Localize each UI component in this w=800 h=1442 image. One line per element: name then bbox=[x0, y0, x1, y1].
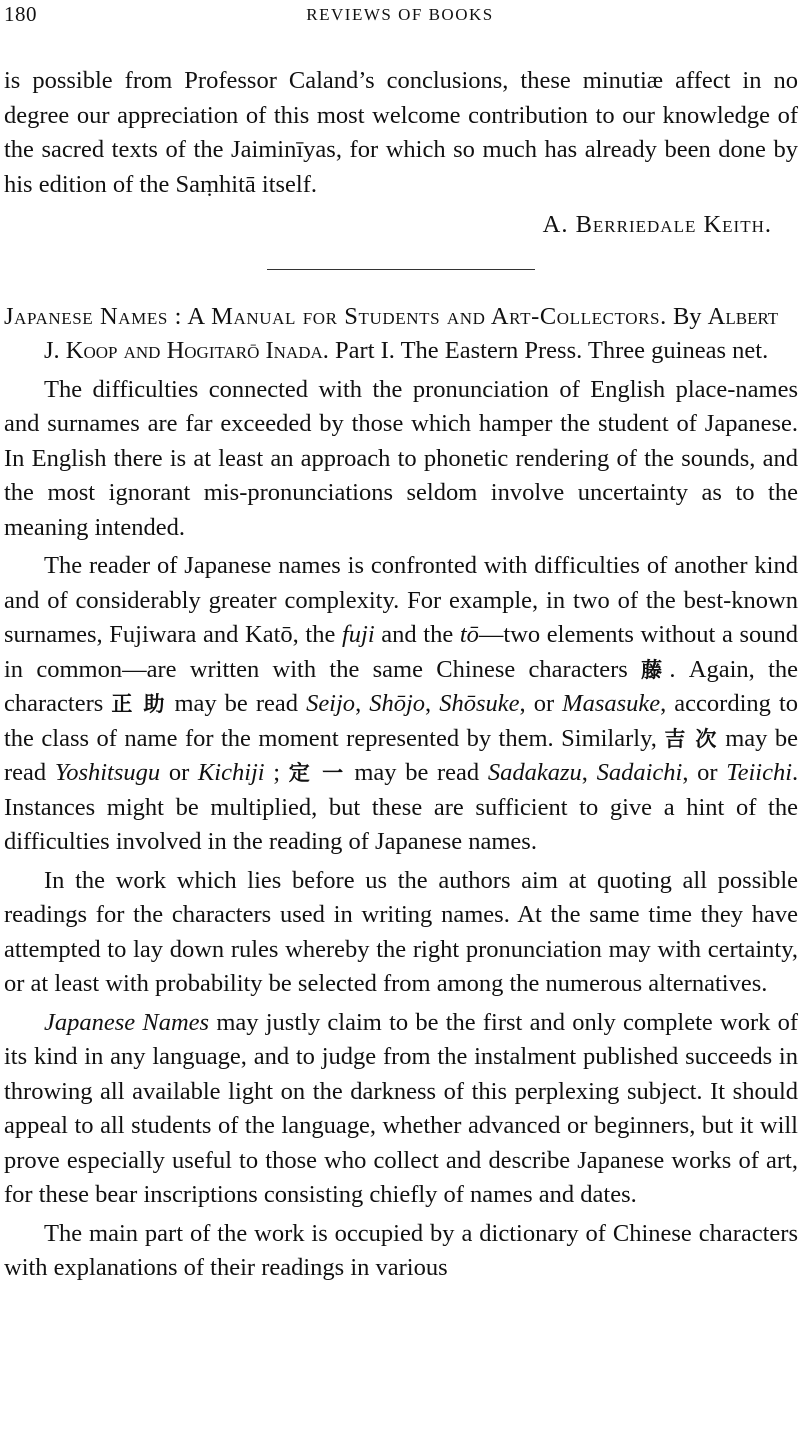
paragraph-5: The main part of the work is occupied by a dictionary of Chinese characters with explanations of their readings in various bbox=[4, 1219, 798, 1281]
body-text bbox=[4, 64, 798, 1286]
section-divider bbox=[267, 269, 535, 270]
text-run: or bbox=[168, 759, 190, 786]
text-run: The reader of Japanese names is confronted with difficulties of another kind and of considerably greater complexity. For example, in two of the best-known surnames, Fujiwara and Katō, the bbox=[4, 552, 798, 648]
reading-sadaichi: Sadaichi bbox=[596, 759, 683, 786]
text-run: may be read bbox=[174, 690, 299, 717]
work-title-ref: Japanese Names bbox=[44, 1008, 210, 1036]
paragraph-3: In the work which lies before us the authors aim at quoting all possible readings for the characters used in writing names. At the same time they have attempted to lay down rules whereby the right pronunciation may with certainty, or at least with probability be selected from among the numerous alternatives. bbox=[4, 866, 798, 997]
reading-kichiji: Kichiji bbox=[197, 759, 265, 786]
reading-to: tō bbox=[459, 621, 479, 648]
text-run: . Instances might be multiplied, but these are sufficient to give a hint of the difficulties involved in the reading of Japanese names. bbox=[4, 759, 799, 855]
reading-shosuke: Shōsuke bbox=[439, 690, 520, 717]
reading-teiichi: Teiichi bbox=[726, 759, 792, 786]
reading-sadakazu: Sadakazu bbox=[487, 759, 582, 786]
text-run: or bbox=[533, 690, 555, 717]
reading-masasuke: Masasuke bbox=[562, 690, 661, 717]
text-run: ; bbox=[273, 759, 281, 786]
book-authors: Albert J. Koop and Hogitarō Inada. bbox=[44, 302, 779, 364]
continuation-paragraph: is possible from Professor Caland’s conclusions, these minutiæ affect in no degree our appreciation of this most welcome contribution to our knowledge of the sacred texts of the Jaiminīyas, for which so much has already been done by his edition of the Saṃhitā itself. bbox=[4, 67, 798, 198]
reading-fuji: fuji bbox=[341, 621, 375, 648]
reading-yoshitsugu: Yoshitsugu bbox=[54, 759, 161, 786]
book-title: Japanese Names : A Manual for Students and Art-Collectors. bbox=[4, 302, 667, 330]
paragraph-4 bbox=[4, 1006, 798, 1213]
running-head: REVIEWS OF BOOKS bbox=[306, 5, 494, 24]
text-run: may justly claim to be the first and only complete work of its kind in any language, and to judge from the instalment published succeeds in throwing all available light on the darkness of this perplexing subject. It should appeal to all students of the language, whether advanced or beginners, but it will prove especially useful to those who collect and describe Japanese works of art, for these bear inscriptions consisting chiefly of names and dates. bbox=[4, 1008, 798, 1208]
paragraph-2: The reader of Japanese names is confronted with difficulties of another kind and of considerably greater complexity. For example, in two of the best-known surnames, Fujiwara and Katō, the fuji and the tō—two elements without a sound in common—are written with the same Chinese characters 藤. Again, the characters 正 助 may be read Seijo, Shōjo, Shōsuke, or Masasuke, according to the class of name for the moment represented by them. Similarly, 吉 次 may be read Yoshitsugu or Kichiji ; 定 一 may be read Sadakazu, Sadaichi, or Teiichi. Instances might be multiplied, but these are sufficient to give a hint of the difficulties involved in the reading of Japanese names. bbox=[4, 552, 799, 855]
review-signature: A. Berriedale Keith. bbox=[542, 211, 772, 238]
paragraph-1: The difficulties connected with the pronunciation of English place-names and surnames are far exceeded by those which hamper the student of Japanese. In English there is at least an approach to phonetic rendering of the sounds, and the most ignorant mis-pronunciations seldom involve uncertainty as to the meaning intended. bbox=[4, 375, 798, 541]
book-publication: Part I. The Eastern Press. Three guineas net. bbox=[335, 337, 769, 364]
kanji-sadakazu: 定 一 bbox=[288, 761, 346, 785]
page-number: 180 bbox=[4, 2, 37, 26]
text-run: and the bbox=[381, 621, 454, 648]
byline-prefix: By bbox=[672, 302, 702, 330]
text-run: may be read bbox=[354, 759, 480, 786]
reading-seijo: Seijo bbox=[306, 690, 356, 717]
kanji-fuji: 藤 bbox=[641, 657, 670, 682]
reading-shojo: Shōjo bbox=[369, 690, 426, 717]
kanji-seijo: 正 助 bbox=[111, 692, 167, 716]
book-heading bbox=[4, 300, 798, 369]
kanji-kichiji: 吉 次 bbox=[664, 726, 718, 751]
text-run: or bbox=[697, 759, 718, 786]
text-run: may be read bbox=[4, 724, 799, 786]
text-run: . Again, the characters bbox=[4, 655, 799, 717]
page-header bbox=[0, 2, 800, 30]
text-run: —two elements without a sound in common—are written with the same Chinese characters bbox=[4, 621, 799, 683]
text-run: , according to the class of name for the moment represented by them. Similarly, bbox=[4, 690, 799, 752]
